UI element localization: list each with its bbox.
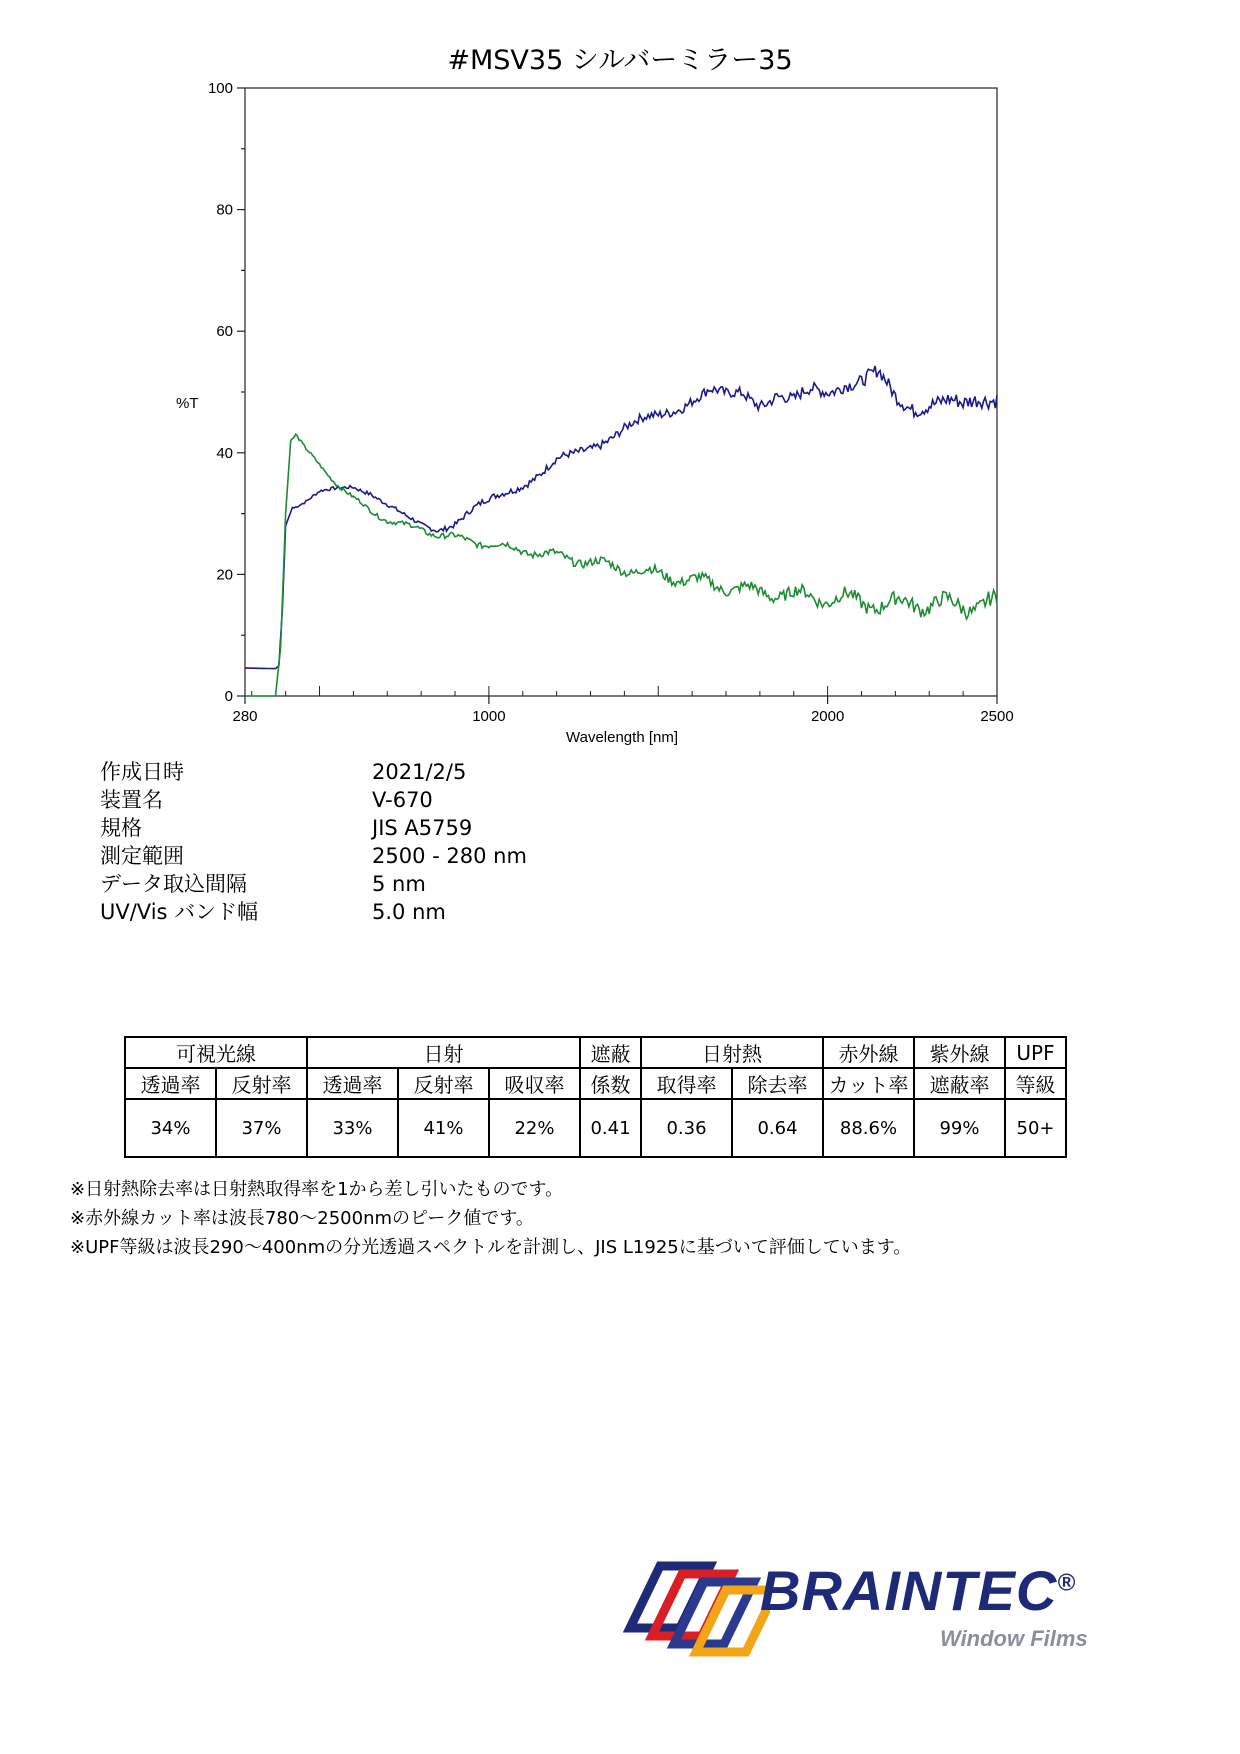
performance-table: [124, 1036, 1067, 1158]
y-tick-label: 100: [207, 80, 233, 97]
group-ultraviolet: 紫外線: [914, 1037, 1005, 1068]
meta-row: [100, 758, 527, 786]
meta-row: [100, 870, 527, 898]
measurement-info: [100, 758, 527, 926]
y-tick-label: 80: [216, 201, 233, 219]
spectrum-chart: [0, 0, 1240, 760]
meta-key: 装置名: [100, 788, 163, 812]
footnote: ※日射熱除去率は日射熱取得率を1から差し引いたものです。: [70, 1179, 564, 1200]
meta-key: 測定範囲: [100, 844, 184, 868]
y-axis-label: %T: [176, 395, 199, 412]
subheader: 係数: [580, 1068, 641, 1099]
x-tick-label: 2000: [810, 708, 845, 725]
meta-value: 2021/2/5: [372, 760, 467, 784]
value-cell: 0.41: [580, 1099, 641, 1157]
subheader: 遮蔽率: [914, 1068, 1005, 1099]
brand-text: BRAINTEC: [760, 1559, 1058, 1622]
brand-name: [760, 1558, 1076, 1623]
page-title: #MSV35 シルバーミラー35: [447, 45, 793, 76]
footnotes: [70, 1175, 911, 1262]
group-shading: 遮蔽: [580, 1037, 641, 1068]
y-tick-label: 0: [224, 688, 233, 705]
meta-row: [100, 898, 527, 926]
subheader: カット率: [823, 1068, 914, 1099]
meta-row: [100, 814, 527, 842]
subheader: 除去率: [732, 1068, 823, 1099]
x-axis-label: Wavelength [nm]: [566, 729, 678, 746]
value-cell: 34%: [125, 1099, 216, 1157]
meta-value: 5.0 nm: [372, 900, 446, 924]
subheader: 反射率: [216, 1068, 307, 1099]
meta-value: V-670: [372, 788, 433, 812]
meta-key: 規格: [100, 816, 142, 840]
y-tick-label: 40: [216, 444, 233, 462]
y-tick-marks: [208, 80, 245, 705]
meta-row: [100, 842, 527, 870]
value-cell: 37%: [216, 1099, 307, 1157]
value-cell: 99%: [914, 1099, 1005, 1157]
plot-frame: [245, 88, 997, 696]
group-infrared: 赤外線: [823, 1037, 914, 1068]
value-cell: 0.64: [732, 1099, 823, 1157]
subheader: 取得率: [641, 1068, 732, 1099]
x-tick-label: 280: [232, 708, 258, 725]
meta-key: UV/Vis バンド幅: [100, 900, 259, 924]
meta-value: JIS A5759: [372, 816, 473, 840]
value-cell: 50+: [1005, 1099, 1066, 1157]
brand-subtitle: Window Films: [940, 1626, 1088, 1651]
x-tick-label: 2500: [980, 708, 1014, 725]
footnote: ※UPF等級は波長290～400nmの分光透過スペクトルを計測し、JIS L1925に基づいて評価しています。: [70, 1237, 912, 1258]
x-tick-label: 1000: [472, 708, 506, 725]
series-lines: [245, 366, 997, 696]
series-line-transmittance: [245, 366, 997, 669]
value-cell: 41%: [398, 1099, 489, 1157]
series-line-reflectance: [245, 434, 997, 696]
subheader: 透過率: [307, 1068, 398, 1099]
frames-logo-icon: [610, 1548, 770, 1658]
group-solar-heat: 日射熱: [641, 1037, 823, 1068]
footnote: ※赤外線カット率は波長780～2500nmのピーク値です。: [70, 1208, 534, 1229]
registered-mark: ®: [1057, 1569, 1077, 1597]
subheader: 吸収率: [489, 1068, 580, 1099]
braintec-logo: [610, 1548, 1170, 1668]
meta-row: [100, 786, 527, 814]
subheader: 等級: [1005, 1068, 1066, 1099]
y-tick-label: 20: [216, 566, 233, 584]
meta-value: 2500 - 280 nm: [372, 844, 527, 868]
subheader: 反射率: [398, 1068, 489, 1099]
x-tick-marks: [232, 686, 1013, 725]
subheader: 透過率: [125, 1068, 216, 1099]
meta-key: 作成日時: [100, 760, 184, 784]
group-solar: 日射: [307, 1037, 580, 1068]
value-cell: 0.36: [641, 1099, 732, 1157]
value-cell: 22%: [489, 1099, 580, 1157]
group-visible-light: 可視光線: [125, 1037, 307, 1068]
meta-key: データ取込間隔: [100, 872, 247, 896]
value-cell: 88.6%: [823, 1099, 914, 1157]
group-upf: UPF: [1005, 1037, 1066, 1068]
y-tick-label: 60: [216, 323, 233, 341]
value-cell: 33%: [307, 1099, 398, 1157]
meta-value: 5 nm: [372, 872, 426, 896]
